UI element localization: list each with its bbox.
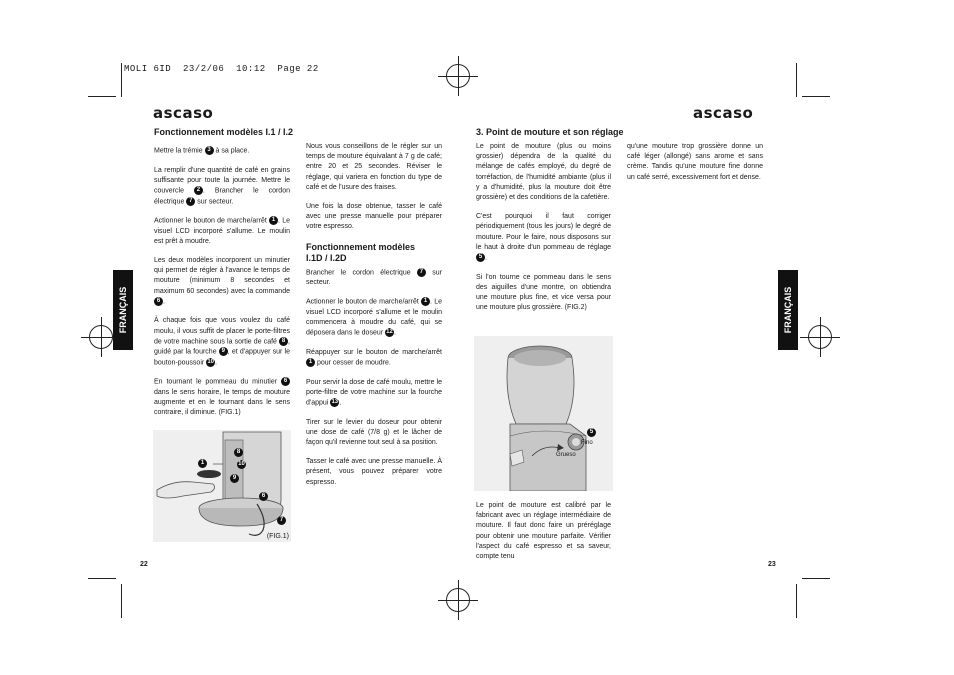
paragraph: À chaque fois que vous voulez du café moulu, il vous suffit de placer le porte-filtres de votre machine sous la sortie de café 8 , guidé par la fourche 9 , et d'appuyer sur le bouton-poussoir 10. (154, 317, 290, 367)
crop-mark (88, 578, 116, 579)
callout-7: 7 (277, 516, 286, 525)
section-title: 3. Point de mouture et son réglage (476, 127, 624, 137)
paragraph: Actionner le bouton de marche/arrêt 1 . Le visuel LCD incorporé s'allume et le moulin commencera à moudre du café, qui se déposera dans le doseur 12. (306, 298, 442, 337)
paragraph: Pour servir la dose de café moulu, mettre le porte-filtre de votre machine sur la fourche d'appui 13. (306, 378, 442, 407)
number-badge: 7 (186, 197, 195, 206)
left-column-2 (306, 142, 442, 497)
number-badge: 9 (219, 347, 228, 356)
number-badge: 10 (207, 358, 214, 365)
paragraph: Brancher le cordon électrique 7 sur secteur. (306, 268, 442, 287)
callout-5: 5 (587, 428, 596, 437)
crop-mark (796, 584, 797, 618)
subsection-title: Fonctionnement modèles I.1D / I.2D (306, 241, 416, 263)
crop-mark (121, 63, 122, 97)
paragraph: Une fois la dose obtenue, tasser le café avec une presse manuelle pour préparer votre espresso. (306, 203, 442, 231)
paragraph: Tasser le café avec une presse manuelle. À présent, vous pouvez préparer votre espresso. (306, 458, 442, 486)
paragraph: Les deux modèles incorporent un minutier qui permet de régler à l'avance le temps de mouture (minimum 8 secondes et maximum 60 secondes) avec la commande 6 . (154, 257, 290, 306)
crop-mark (796, 63, 797, 97)
callout-8: 8 (234, 448, 243, 457)
callout-9: 9 (230, 474, 239, 483)
paragraph: Mettre la trémie 3 à sa place. (154, 147, 250, 155)
paragraph: En tournant le pommeau du minutier 6 dans le sens horaire, le temps de mouture augmente et en le tournant dans le sens contraire, il diminue. (FIG.1) (154, 378, 290, 417)
brand-logo: ascaso (153, 104, 214, 122)
paragraph: Actionner le bouton de marche/arrêt 1 . Le visuel LCD incorporé s'allume. Le moulin est prêt à moudre. (154, 217, 290, 245)
grinder-illustration (474, 336, 613, 491)
right-column-1 (476, 142, 611, 322)
callout-1: 1 (198, 459, 207, 468)
right-column-2 (627, 142, 763, 192)
paragraph: Tirer sur le levier du doseur pour obtenir une dose de café (7/8 g) et le lâcher de façon qu'il revienne tout seul à sa position. (306, 418, 442, 446)
page-number: 23 (768, 561, 776, 568)
number-badge: 1 (306, 358, 315, 367)
left-column-1 (154, 146, 290, 428)
number-badge: 1 (421, 297, 430, 306)
number-badge: 13 (331, 399, 339, 406)
registration-mark (446, 588, 470, 612)
callout-6: 6 (259, 492, 268, 501)
number-badge: 12 (386, 329, 393, 336)
language-tab (113, 270, 133, 350)
paragraph: Si l'on tourne ce pommeau dans le sens des aiguilles d'une montre, on obtiendra une mouture plus fine, et vice versa pour une mouture plus grossière. (FIG.2) (476, 273, 611, 312)
paragraph: C'est pourquoi il faut corriger périodiquement (tous les jours) le degré de mouture. Pour le faire, nous disposons sur le haut à droite d'un pommeau de réglage 5 . (476, 213, 611, 262)
paragraph: Le point de mouture (plus ou moins grossier) dépendra de la qualité du mélange de cafés employé, du degré de torréfaction, de l'humidité ambiante (plus il y a d'humidité, plus la mouture doit être grossière) et des conditions de la cafetière. (476, 143, 611, 202)
right-column-1-continued (476, 501, 611, 571)
crop-mark (121, 584, 122, 618)
number-badge: 8 (279, 337, 288, 346)
grinder-illustration (153, 430, 291, 542)
registration-mark (808, 325, 832, 349)
crop-mark (802, 96, 830, 97)
paragraph: Le point de mouture est calibré par le fabricant avec un réglage intermédiaire de mouture. Il faut donc faire un préréglage pour obtenir une mouture parfaite. Vérifier l'aspect du café espresso et sa saveur, compte tenu (476, 502, 611, 561)
registration-mark (89, 325, 113, 349)
paragraph: Réappuyer sur le bouton de marche/arrêt 1 pour cesser de moudre. (306, 348, 442, 367)
number-badge: 7 (417, 268, 426, 277)
page-number: 22 (140, 561, 148, 568)
figure-2 (474, 336, 613, 491)
label-grueso: Grueso (556, 452, 576, 458)
brand-logo: ascaso (693, 104, 754, 122)
figure-caption: (FIG.1) (266, 533, 289, 540)
crop-mark (802, 578, 830, 579)
language-tab (778, 270, 798, 350)
paragraph: Nous vous conseillons de le régler sur un temps de mouture équivalant à 7 g de café; entre 20 et 25 secondes. Réviser le réglage, qui variera en fonction du type de café et de l'usure des fraises. (306, 143, 442, 191)
print-slug: MOLI 6ID 23/2/06 10:12 Page 22 (124, 64, 319, 74)
label-fino: Fino (581, 440, 593, 446)
figure-1 (153, 430, 291, 542)
crop-mark (88, 96, 116, 97)
language-tab-label: FRANÇAIS (783, 286, 793, 334)
paragraph: La remplir d'une quantité de café en grains suffisante pour toute la journée. Mettre le couvercle 2 . Brancher le cordon électrique 7 sur secteur. (154, 166, 290, 205)
paragraph: qu'une mouture trop grossière donne un café léger (allongé) sans arome et sans crème. Tandis qu'une mouture fine donne un café serré, excessivement fort et dense. (627, 143, 763, 181)
section-title: Fonctionnement modèles I.1 / I.2 (154, 127, 294, 137)
number-badge: 5 (476, 253, 485, 262)
number-badge: 6 (281, 377, 290, 386)
number-badge: 1 (269, 216, 278, 225)
language-tab-label: FRANÇAIS (118, 286, 128, 334)
number-badge: 2 (194, 186, 203, 195)
number-badge: 3 (205, 146, 214, 155)
number-badge: 6 (154, 297, 163, 306)
registration-mark (446, 64, 470, 88)
callout-10: 10 (238, 461, 245, 467)
